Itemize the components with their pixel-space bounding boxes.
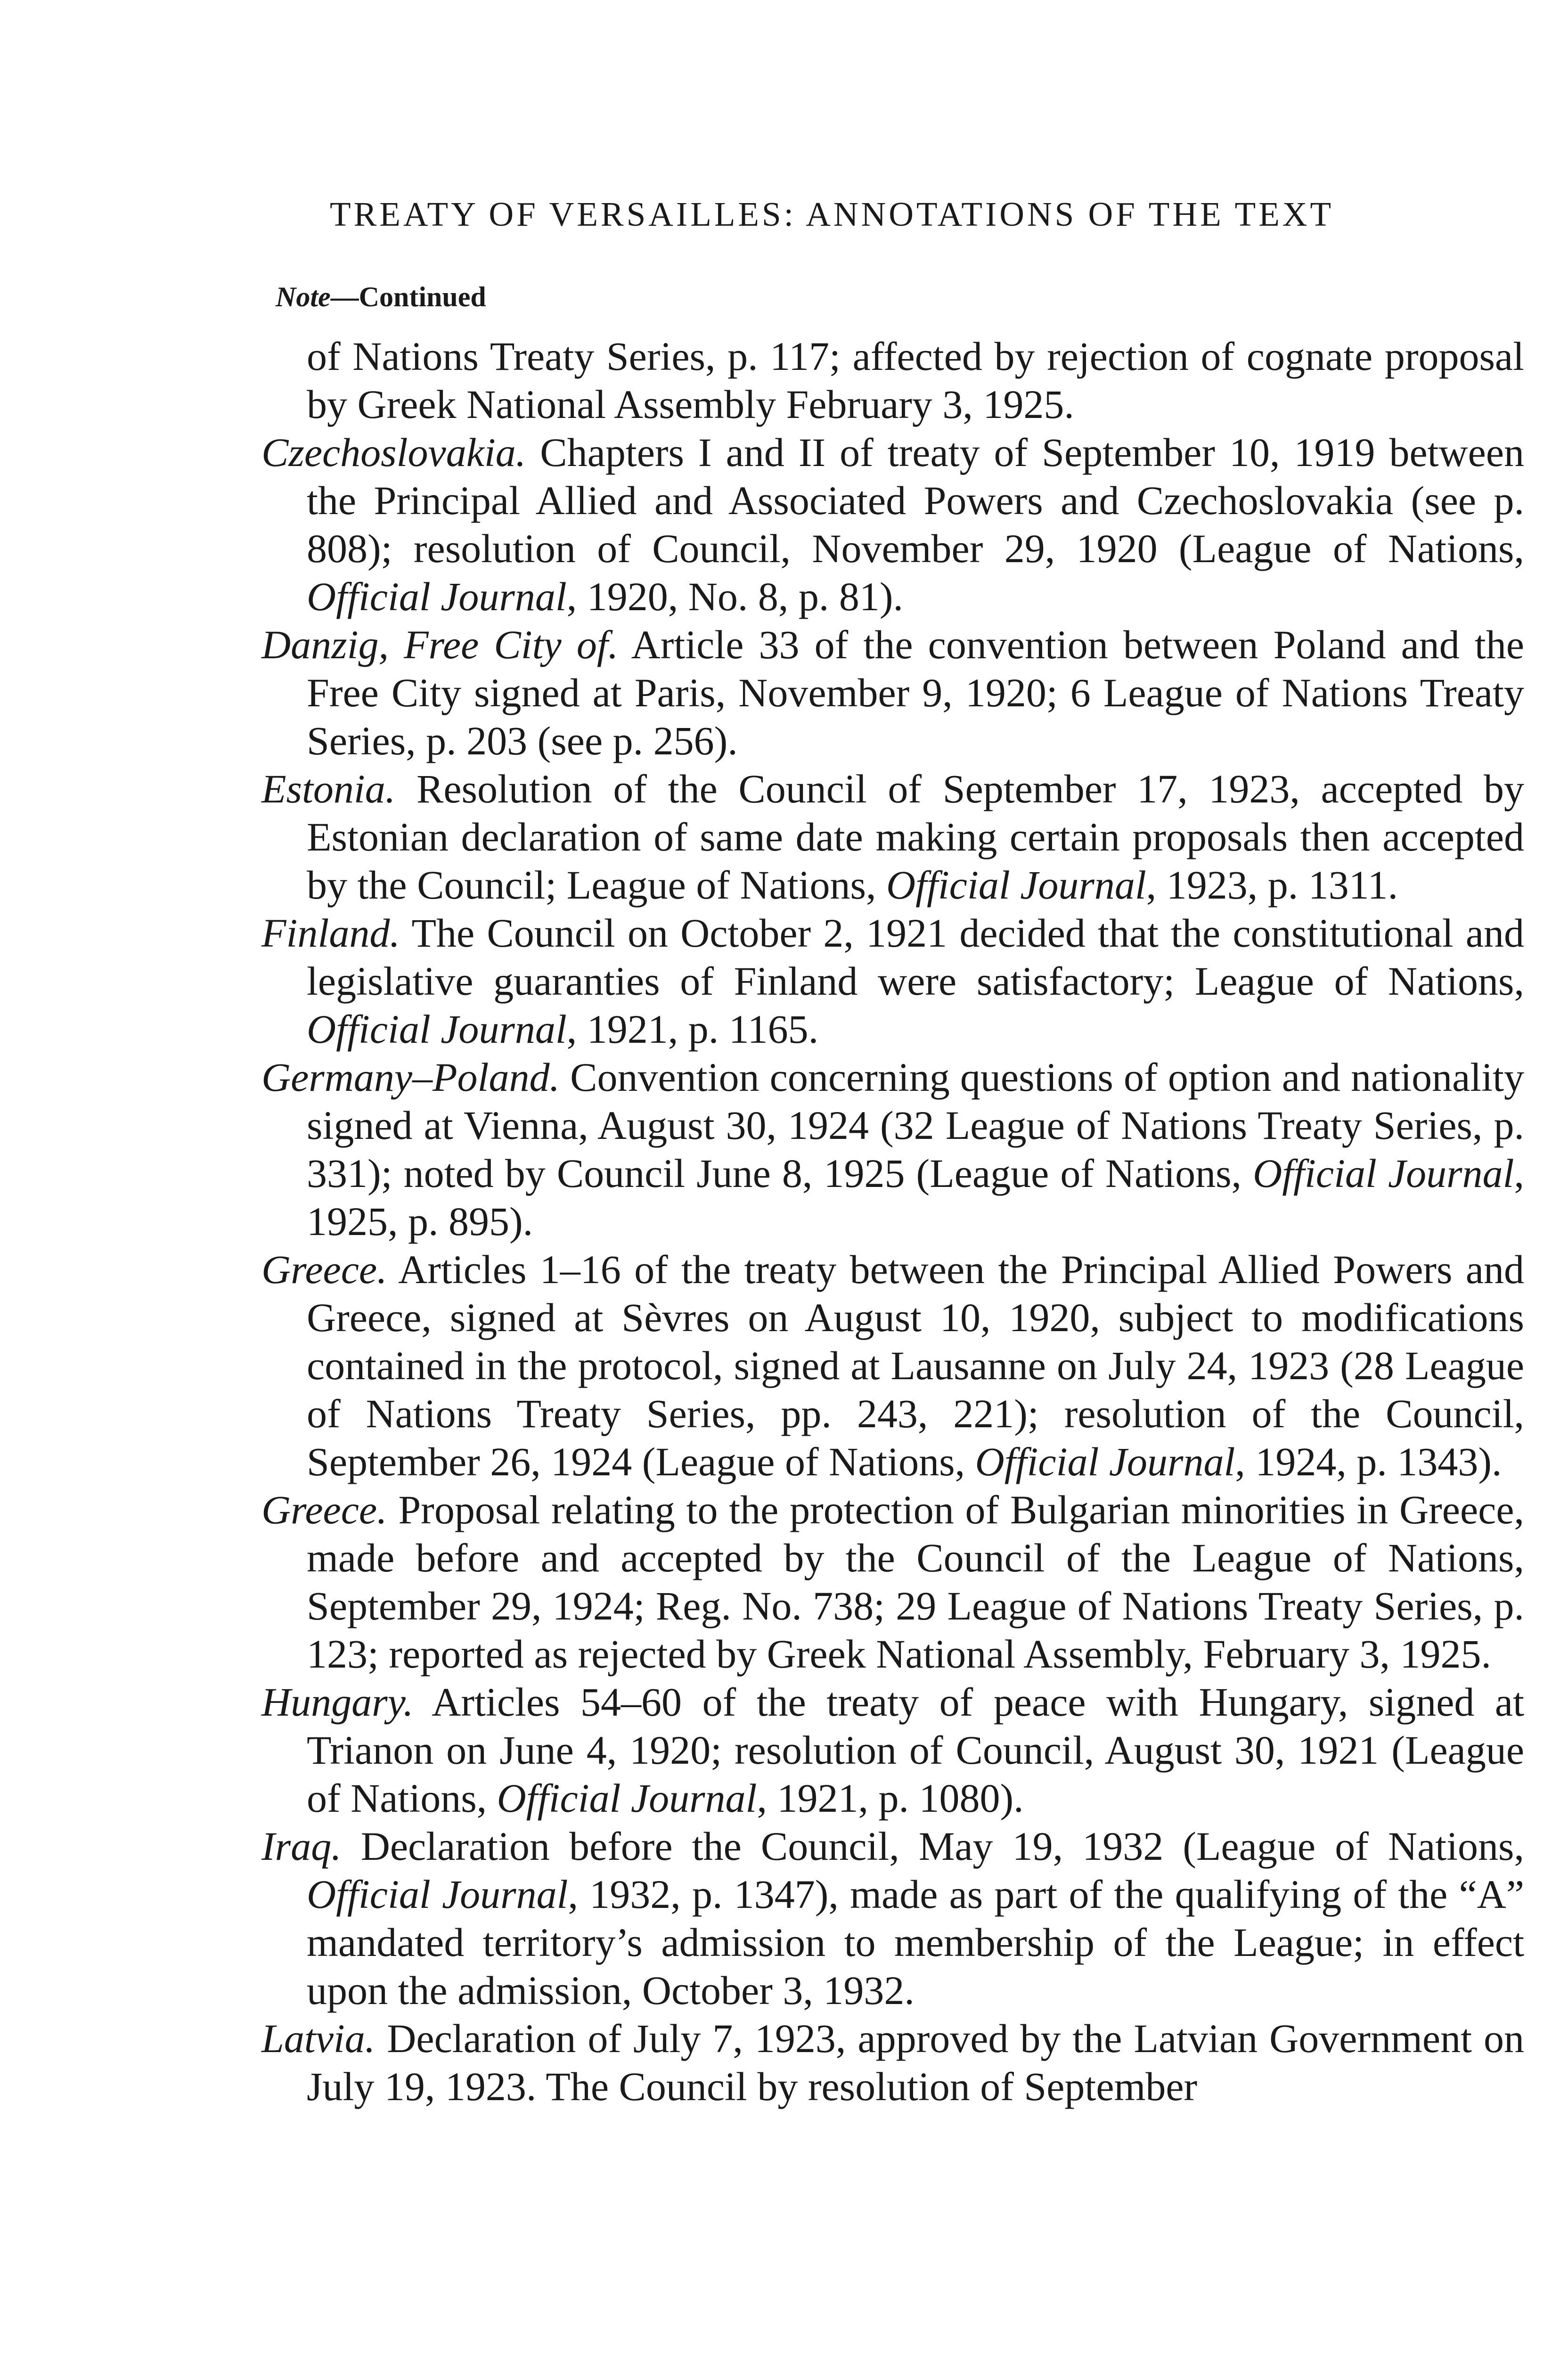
entry-text: Convention concerning questions of option and nationality signed at Vienna, August 30, 1924 (32 League of Nations Treaty Series, p. 331); noted by Council June 8, 1925 (League of Nations, (307, 1055, 1524, 1196)
entry-text: The Council on October 2, 1921 decided that the constitutional and legislative guaranties of Finland were satisfactory; League of Nations, (307, 910, 1524, 1004)
entry-citation: , 1921, p. 1080). (757, 1775, 1024, 1821)
entry-title: Hungary. (261, 1679, 414, 1725)
entry-citation: , 1925, p. 895). (307, 1151, 1524, 1244)
entry-text: Proposal relating to the protection of Bulgarian minorities in Greece, made before and accepted by the Council of the League of Nations, September 29, 1924; Reg. No. 738; 29 League of Nations Treaty Series, p. 123; reported as rejected by Greek National Assembly, February 3, 1925. (307, 1487, 1524, 1677)
entry-title: Iraq. (261, 1824, 342, 1869)
entry-estonia (261, 765, 1524, 909)
entry-citation: , 1920, No. 8, p. 81). (566, 574, 904, 619)
entry-citation: , 1924, p. 1343). (1235, 1439, 1502, 1484)
entry-text: Article 33 of the convention between Poland and the Free City signed at Paris, November 9, 1920; 6 League of Nations Treaty Series, p. 203 (see p. 256). (307, 622, 1524, 763)
entry-title: Latvia. (261, 2016, 376, 2061)
entry-title: Greece. (261, 1487, 387, 1532)
entry-title: Danzig, Free City of. (261, 622, 619, 667)
entry-text: Declaration before the Council, May 19, 1932 (League of Nations, (341, 1824, 1524, 1869)
entry-text: Articles 54–60 of the treaty of peace with Hungary, signed at Trianon on June 4, 1920; resolution of Council, August 30, 1921 (League of Nations, (307, 1679, 1524, 1821)
entry-title: Germany–Poland. (261, 1055, 560, 1100)
running-title: TREATY OF VERSAILLES: ANNOTATIONS OF THE TEXT (330, 195, 1334, 233)
entry-text: of Nations Treaty Series, p. 117; affected by rejection of cognate proposal by Greek National Assembly February 3, 1925. (307, 334, 1524, 427)
entry-text: Chapters I and II of treaty of September 10, 1919 between the Principal Allied and Associated Powers and Czechoslovakia (see p. 808); resolution of Council, November 29, 1920 (League of Nations, (307, 430, 1524, 571)
entry-text: Declaration of July 7, 1923, approved by the Latvian Government on July 19, 1923. The Council by resolution of September (307, 2016, 1524, 2109)
entry-latvia (261, 2014, 1524, 2111)
journal-title: Official Journal (1253, 1151, 1514, 1196)
entry-hungary (261, 1678, 1524, 1822)
annotation-list (261, 332, 1524, 2111)
entry-text: Articles 1–16 of the treaty between the Principal Allied Powers and Greece, signed at Sèvres on August 10, 1920, subject to modifications contained in the protocol, signed at Lausanne on July 24, 1923 (28 League of Nations Treaty Series, pp. 243, 221); resolution of the Council, September 26, 1924 (League of Nations, (307, 1247, 1524, 1484)
note-continued-label (276, 283, 486, 311)
note-word: Note (276, 281, 331, 312)
entry-title: Greece. (261, 1247, 387, 1292)
entry-danzig (261, 621, 1524, 765)
entry-czechoslovakia (261, 428, 1524, 621)
entry-citation: , 1921, p. 1165. (566, 1006, 819, 1052)
entry-title: Czechoslovakia. (261, 430, 526, 475)
journal-title: Official Journal (886, 862, 1146, 908)
journal-title: Official Journal (307, 1872, 568, 1917)
journal-title: Official Journal (497, 1775, 757, 1821)
entry-title: Finland. (261, 910, 400, 956)
entry-citation: , 1923, p. 1311. (1146, 862, 1398, 908)
entry-greece-proposal (261, 1486, 1524, 1678)
entry-citation: , 1932, p. 1347), made as part of the qualifying of the “A” mandated territory’s admission to membership of the League; in effect upon the admission, October 3, 1932. (307, 1872, 1525, 2013)
journal-title: Official Journal (975, 1439, 1235, 1484)
note-continued: —Continued (330, 281, 486, 312)
entry-iraq (261, 1822, 1524, 2014)
entry-germany-poland (261, 1053, 1524, 1245)
entry-finland (261, 909, 1524, 1053)
entry-text: Resolution of the Council of September 17, 1923, accepted by Estonian declaration of same date making certain proposals then accepted by the Council; League of Nations, (307, 766, 1524, 908)
journal-title: Official Journal (307, 574, 567, 619)
journal-title: Official Journal (307, 1006, 567, 1052)
entry-continuation (261, 332, 1524, 428)
entry-title: Estonia. (261, 766, 396, 811)
entry-greece-treaty (261, 1245, 1524, 1486)
